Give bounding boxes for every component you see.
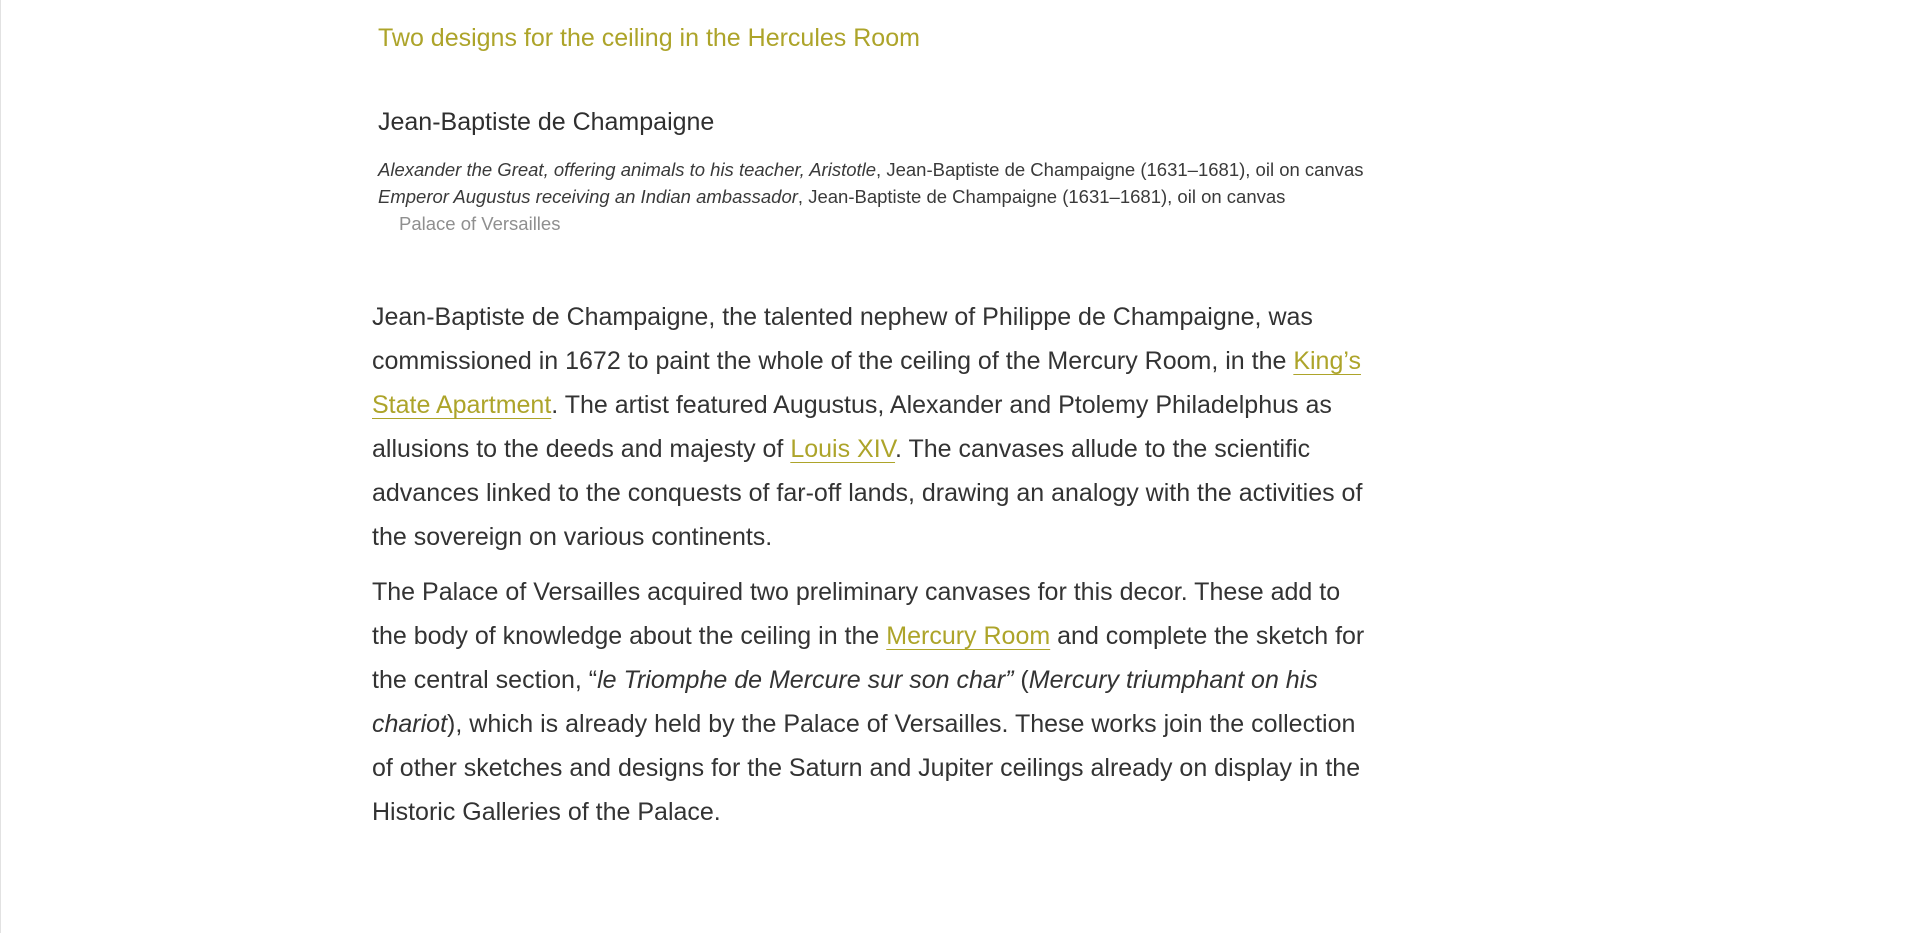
text: and complete the sketch for the central section, “: [372, 622, 1365, 694]
caption-work-title: Emperor Augustus receiving an Indian ambassador: [378, 186, 798, 207]
mercury-room-link[interactable]: Mercury Room: [886, 622, 1051, 650]
left-border: [0, 0, 1, 933]
text: Jean-Baptiste de Champaigne, the talented nephew of Philippe de Champaigne, was commissioned in 1672 to paint the whole of the ceiling of the Mercury Room, in the: [372, 303, 1313, 375]
image-captions: [378, 156, 1368, 237]
italic-title-translation: Mercury triumphant on his chariot: [372, 666, 1318, 738]
paragraph-1: [372, 295, 1372, 559]
page-title: Two designs for the ceiling in the Hercules Room: [378, 24, 920, 52]
italic-title: le Triomphe de Mercure sur son char”: [597, 666, 1014, 694]
caption-work-title: Alexander the Great, offering animals to his teacher, Aristotle: [378, 159, 877, 180]
caption-alexander: [378, 156, 1368, 183]
section-title: Jean-Baptiste de Champaigne: [378, 108, 715, 136]
article-body: [372, 295, 1372, 845]
louis-xiv-link[interactable]: Louis XIV: [790, 435, 896, 463]
image-credit: Palace of Versailles: [399, 213, 561, 234]
paragraph-2: [372, 570, 1372, 834]
text: . The canvases allude to the scientific advances linked to the conquests of far-off lands, drawing an analogy with the activities of the sovereign on various continents.: [372, 435, 1363, 551]
text: ), which is already held by the Palace of Versailles. These works join the collection of other sketches and designs for the Saturn and Jupiter ceilings already on display in the Historic Galleries of the Palace.: [372, 710, 1361, 826]
caption-augustus: [378, 183, 1368, 210]
text: The Palace of Versailles acquired two preliminary canvases for this decor. These add to the body of knowledge about the ceiling in the: [372, 578, 1341, 650]
caption-details: , Jean-Baptiste de Champaigne (1631–1681), oil on canvas: [797, 186, 1286, 207]
kings-state-apartment-link[interactable]: King’s State Apartment: [372, 347, 1361, 419]
caption-details: , Jean-Baptiste de Champaigne (1631–1681), oil on canvas: [876, 159, 1364, 180]
text: (: [1013, 666, 1029, 694]
text: . The artist featured Augustus, Alexander and Ptolemy Philadelphus as allusions to the deeds and majesty of: [372, 391, 1332, 463]
